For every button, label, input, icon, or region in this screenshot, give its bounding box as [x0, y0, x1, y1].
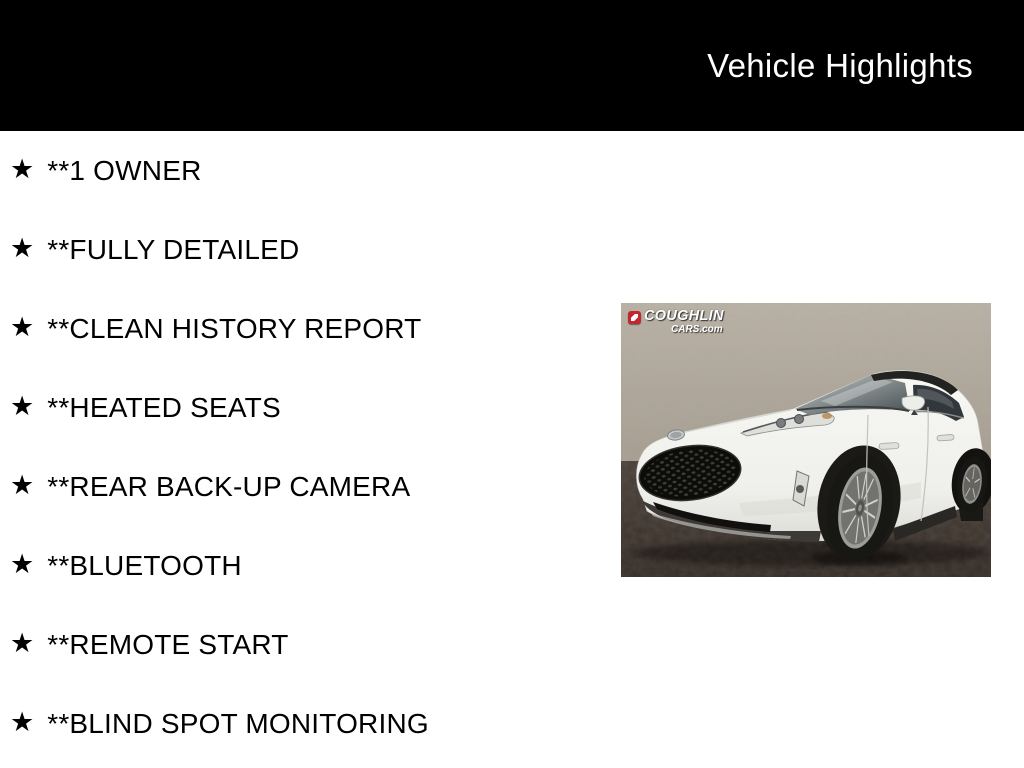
highlight-label: **HEATED SEATS: [47, 391, 281, 423]
highlight-label: **BLUETOOTH: [47, 549, 242, 581]
star-bullet-icon: ★: [10, 470, 35, 500]
highlight-label: **FULLY DETAILED: [47, 233, 300, 265]
dealer-site: CARS.com: [671, 323, 723, 335]
dealer-watermark: [628, 309, 724, 335]
header-bar: [0, 0, 1024, 131]
highlight-list-item: [0, 210, 600, 289]
star-bullet-icon: ★: [10, 312, 35, 342]
highlight-label: **1 OWNER: [47, 154, 202, 186]
page-title: Vehicle Highlights: [707, 46, 973, 84]
highlight-list-item: [0, 684, 600, 763]
star-bullet-icon: ★: [10, 391, 35, 421]
highlight-label: **CLEAN HISTORY REPORT: [47, 312, 422, 344]
vehicle-photo: [621, 303, 991, 577]
star-bullet-icon: ★: [10, 628, 35, 658]
highlight-label: **BLIND SPOT MONITORING: [47, 707, 429, 739]
highlight-list-item: [0, 605, 600, 684]
highlight-list-item: [0, 131, 600, 210]
highlight-label: **REMOTE START: [47, 628, 289, 660]
highlight-list-item: [0, 526, 600, 605]
car-photo-illustration: [621, 303, 991, 577]
dealer-logo-icon: [628, 311, 641, 324]
star-bullet-icon: ★: [10, 154, 35, 184]
highlight-list-item: [0, 368, 600, 447]
highlights-list: [0, 131, 600, 763]
star-bullet-icon: ★: [10, 549, 35, 579]
highlight-list-item: [0, 289, 600, 368]
dealer-name: COUGHLIN: [644, 308, 724, 324]
star-bullet-icon: ★: [10, 707, 35, 737]
highlight-list-item: [0, 447, 600, 526]
star-bullet-icon: ★: [10, 233, 35, 263]
highlight-label: **REAR BACK-UP CAMERA: [47, 470, 411, 502]
